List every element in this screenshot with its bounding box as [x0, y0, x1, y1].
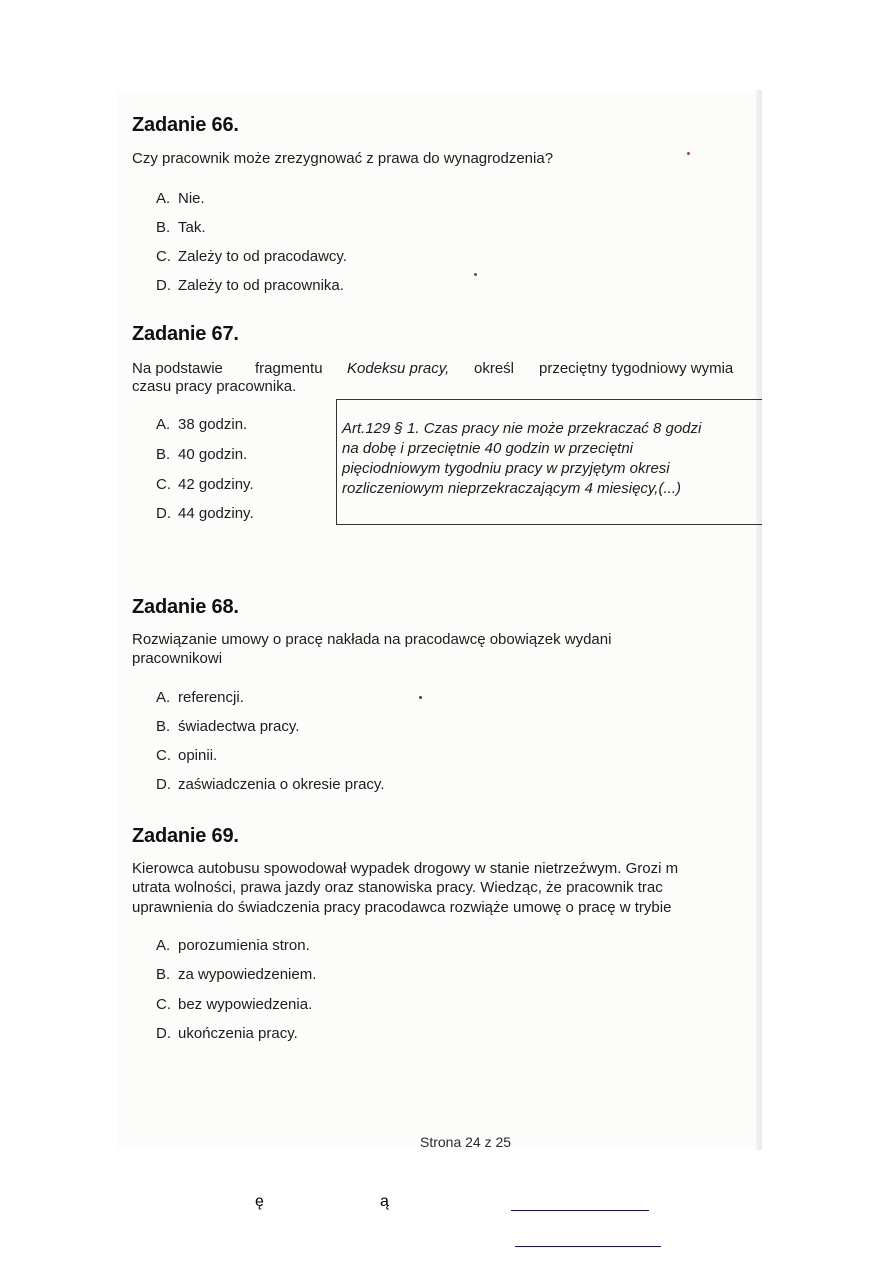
scan-speck [687, 152, 690, 155]
answer-letter: D. [156, 277, 171, 294]
page-number: Strona 24 z 25 [420, 1134, 512, 1150]
task-66-answer-b [156, 219, 206, 236]
task-68-question-line-1: Rozwiązanie umowy o pracę nakłada na pracodawcę obowiązek wydani [132, 631, 612, 648]
task-67-answer-c [156, 476, 254, 493]
task-67-question-line-2: czasu pracy pracownika. [132, 378, 297, 395]
scan-speck [419, 696, 422, 699]
task-68-answer-d [156, 776, 384, 793]
answer-text: ukończenia pracy. [178, 1025, 298, 1042]
answer-letter: B. [156, 219, 171, 236]
answer-letter: B. [156, 966, 171, 983]
task-66-question: Czy pracownik może zrezygnować z prawa do wynagrodzenia? [132, 150, 554, 167]
task-69-question-line-2: utrata wolności, prawa jazdy oraz stanowiska pracy. Wiedząc, że pracownik trac [132, 879, 663, 896]
task-67-question-part-3: Kodeksu pracy, [347, 360, 450, 377]
task-67-question-part-4: określ [474, 360, 515, 377]
task-68-answer-b [156, 718, 299, 735]
task-67-title: Zadanie 67. [132, 323, 239, 345]
task-69-answer-b [156, 966, 316, 983]
task-67-answer-a [156, 416, 247, 433]
footer-link-underline-2[interactable] [515, 1246, 661, 1247]
task-69-answer-a [156, 937, 310, 954]
task-67-question-part-2: fragmentu [255, 360, 323, 377]
task-69-title: Zadanie 69. [132, 825, 239, 847]
scan-edge-shadow [756, 90, 762, 1150]
answer-text: 40 godzin. [178, 446, 248, 463]
scanned-page [118, 90, 762, 1150]
footer-link-underline-1[interactable] [511, 1210, 649, 1211]
answer-text: 38 godzin. [178, 416, 248, 433]
answer-text: zaświadczenia o okresie pracy. [178, 776, 385, 793]
answer-letter: B. [156, 446, 171, 463]
answer-letter: A. [156, 937, 171, 954]
answer-letter: A. [156, 190, 171, 207]
task-67-answer-b [156, 446, 247, 463]
answer-text: Nie. [178, 190, 205, 207]
answer-letter: A. [156, 416, 171, 433]
answer-letter: D. [156, 1025, 171, 1042]
answer-text: opinii. [178, 747, 218, 764]
answer-letter: C. [156, 476, 171, 493]
task-67-question-part-1: Na podstawie [132, 360, 223, 377]
answer-letter: C. [156, 747, 171, 764]
task-67-answer-d [156, 505, 254, 522]
task-68-answer-c [156, 747, 217, 764]
answer-text: 44 godziny. [178, 505, 254, 522]
code-excerpt-line-1: Art.129 § 1. Czas pracy nie może przekraczać 8 godzi [342, 420, 702, 437]
task-68-answer-a [156, 689, 244, 706]
answer-text: Tak. [178, 219, 206, 236]
answer-text: porozumienia stron. [178, 937, 310, 954]
answer-text: Zależy to od pracownika. [178, 277, 344, 294]
answer-letter: D. [156, 776, 171, 793]
task-66-title: Zadanie 66. [132, 114, 239, 136]
answer-letter: A. [156, 689, 171, 706]
answer-text: referencji. [178, 689, 244, 706]
answer-letter: C. [156, 996, 171, 1013]
answer-text: 42 godziny. [178, 476, 254, 493]
code-excerpt-line-4: rozliczeniowym nieprzekraczającym 4 miesięcy,(...) [342, 480, 681, 497]
task-69-answer-d [156, 1025, 298, 1042]
task-69-question-line-1: Kierowca autobusu spowodował wypadek drogowy w stanie nietrzeźwym. Grozi m [132, 860, 679, 877]
task-66-answer-d [156, 277, 344, 294]
answer-letter: C. [156, 248, 171, 265]
scan-speck [474, 273, 477, 276]
task-69-answer-c [156, 996, 312, 1013]
answer-letter: B. [156, 718, 171, 735]
task-66-answer-c [156, 248, 347, 265]
footer-char-2: ą [380, 1193, 389, 1210]
footer-char-1: ę [255, 1193, 264, 1210]
code-excerpt-line-3: pięciodniowym tygodniu pracy w przyjętym okresi [342, 460, 670, 477]
task-67-question-part-5: przeciętny tygodniowy wymia [539, 360, 734, 377]
task-68-question-line-2: pracownikowi [132, 650, 223, 667]
answer-text: za wypowiedzeniem. [178, 966, 317, 983]
answer-text: Zależy to od pracodawcy. [178, 248, 347, 265]
task-68-title: Zadanie 68. [132, 596, 239, 618]
answer-text: świadectwa pracy. [178, 718, 300, 735]
answer-letter: D. [156, 505, 171, 522]
task-66-answer-a [156, 190, 205, 207]
code-excerpt-line-2: na dobę i przeciętnie 40 godzin w przeciętni [342, 440, 634, 457]
answer-text: bez wypowiedzenia. [178, 996, 313, 1013]
task-69-question-line-3: uprawnienia do świadczenia pracy pracodawca rozwiąże umowę o pracę w trybie [132, 899, 672, 916]
